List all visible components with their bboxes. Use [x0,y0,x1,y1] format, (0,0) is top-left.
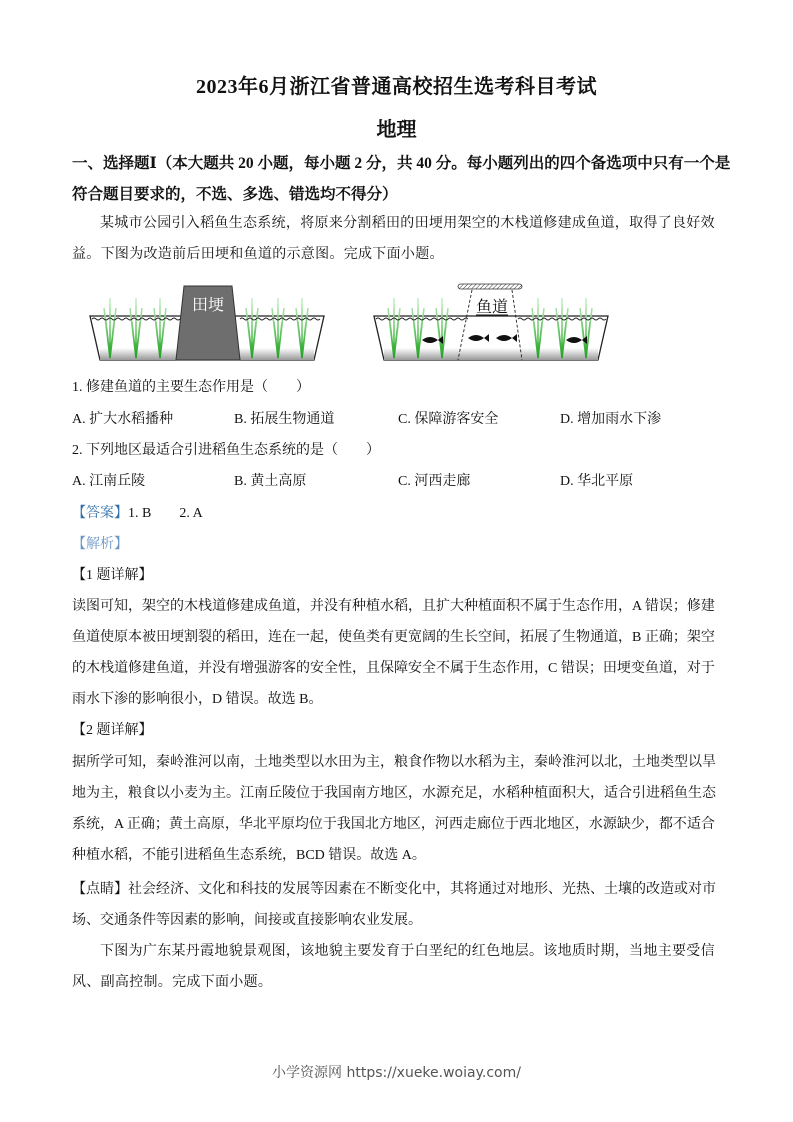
tip-label: 【点睛】 [72,882,128,897]
question-1-option-c: C. 保障游客安全 [398,412,499,427]
question-2-stem: 2. 下列地区最适合引进稻鱼生态系统的是（ ） [72,443,380,458]
ridge-label: 田埂 [191,295,225,314]
q1-detail-heading: 【1 题详解】 [72,568,153,583]
figure-before-ridge [88,282,328,364]
figure-after-fishway [372,282,612,364]
tip-paragraph [72,874,724,936]
answer-value-1: 1. B [128,506,152,521]
question-2-option-d: D. 华北平原 [560,474,634,489]
footer-watermark: 小学资源网 https://xueke.woiay.com/ [272,1065,521,1081]
question-2-option-b: B. 黄土高原 [234,474,307,489]
question-2-option-c: C. 河西走廊 [398,474,471,489]
q2-detail-heading: 【2 题详解】 [72,723,153,738]
question-1-option-b: B. 拓展生物通道 [234,412,335,427]
q2-detail-text: 据所学可知，秦岭淮河以南，土地类型以水田为主，粮食作物以水稻为主，秦岭淮河以北，土地类型以旱地为主，粮食以小麦为主。江南丘陵位于我国南方地区，水源充足，水稻种植面积大，适合引进稻鱼生态系统，A 正确；黄土高原，华北平原均位于我国北方地区，河西走廊位于西北地区，水源缺少，都不适合种植水稻，不能引进稻鱼生态系统，BCD 错误。故选 A。 [72,755,716,863]
question-1-stem: 1. 修建鱼道的主要生态作用是（ ） [72,380,310,395]
next-intro-paragraph: 下图为广东某丹霞地貌景观图，该地貌主要发育于白垩纪的红色地层。该地质时期，当地主要受信风、副高控制。完成下面小题。 [72,943,715,990]
question-1-option-d: D. 增加雨水下渗 [560,412,662,427]
intro-paragraph: 某城市公园引入稻鱼生态系统，将原来分割稻田的田埂用架空的木栈道修建成鱼道，取得了良好效益。下图为改造前后田埂和鱼道的示意图。完成下面小题。 [72,215,715,262]
question-1-option-a: A. 扩大水稻播种 [72,412,174,427]
subject-title: 地理 [376,119,417,141]
boardwalk-icon [458,284,522,289]
page-title: 2023年6月浙江省普通高校招生选考科目考试 [196,76,597,98]
question-2-option-a: A. 江南丘陵 [72,474,146,489]
section-heading: 一、选择题Ⅰ（本大题共 20 小题，每小题 2 分，共 40 分。每小题列出的四个备选项中只有一个是符合题目要求的，不选、多选、错选均不得分） [72,155,731,203]
tip-text: 社会经济、文化和科技的发展等因素在不断变化中，其将通过对地形、光热、土壤的改造或对市场、交通条件等因素的影响，间接或直接影响农业发展。 [72,882,716,928]
answer-line [72,504,203,524]
q1-detail-text: 读图可知，架空的木栈道修建成鱼道，并没有种植水稻，且扩大种植面积不属于生态作用，A 错误；修建鱼道使原本被田埂割裂的稻田，连在一起，使鱼类有更宽阔的生长空间，拓展了生物通道，B 正确；架空的木栈道修建鱼道，并没有增强游客的安全性，且保障安全不属于生态作用，C 错误；田埂变鱼道，对于雨水下渗的影响很小，D 错误。故选 B。 [72,599,715,707]
answer-value-2: 2. A [179,506,203,521]
fishway-label: 鱼道 [475,297,509,316]
analysis-label: 【解析】 [72,537,128,552]
answer-label: 【答案】 [72,506,128,521]
